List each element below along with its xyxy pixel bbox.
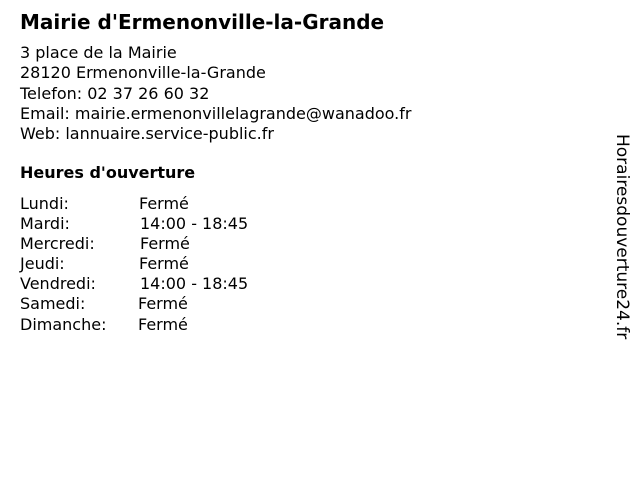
day-hours: 14:00 - 18:45 (140, 274, 249, 294)
day-hours: Fermé (138, 314, 188, 334)
city-address: 28120 Ermenonville-la-Grande (20, 63, 266, 83)
day-label: Dimanche: (20, 314, 107, 334)
day-label: Mardi: (20, 214, 70, 234)
site-watermark: Horairesdouverture24.fr (612, 134, 632, 340)
street-address: 3 place de la Mairie (20, 43, 177, 62)
email-line: Email: mairie.ermenonvillelagrande@wanadoo.fr (20, 103, 412, 123)
day-label: Lundi: (20, 194, 69, 213)
day-hours: Fermé (139, 194, 189, 213)
day-hours: Fermé (140, 234, 190, 254)
hours-heading: Heures d'ouverture (20, 163, 196, 182)
web-line: Web: lannuaire.service-public.fr (20, 124, 274, 144)
day-label: Samedi: (20, 294, 86, 314)
day-hours: 14:00 - 18:45 (140, 214, 249, 234)
day-label: Mercredi: (20, 234, 95, 254)
day-hours: Fermé (138, 294, 188, 314)
contact-block (20, 43, 411, 144)
page-title: Mairie d'Ermenonville-la-Grande (20, 10, 385, 34)
day-label: Vendredi: (20, 274, 96, 294)
phone-line: Telefon: 02 37 26 60 32 (20, 83, 210, 103)
day-label: Jeudi: (20, 254, 65, 274)
day-hours: Fermé (139, 254, 189, 274)
